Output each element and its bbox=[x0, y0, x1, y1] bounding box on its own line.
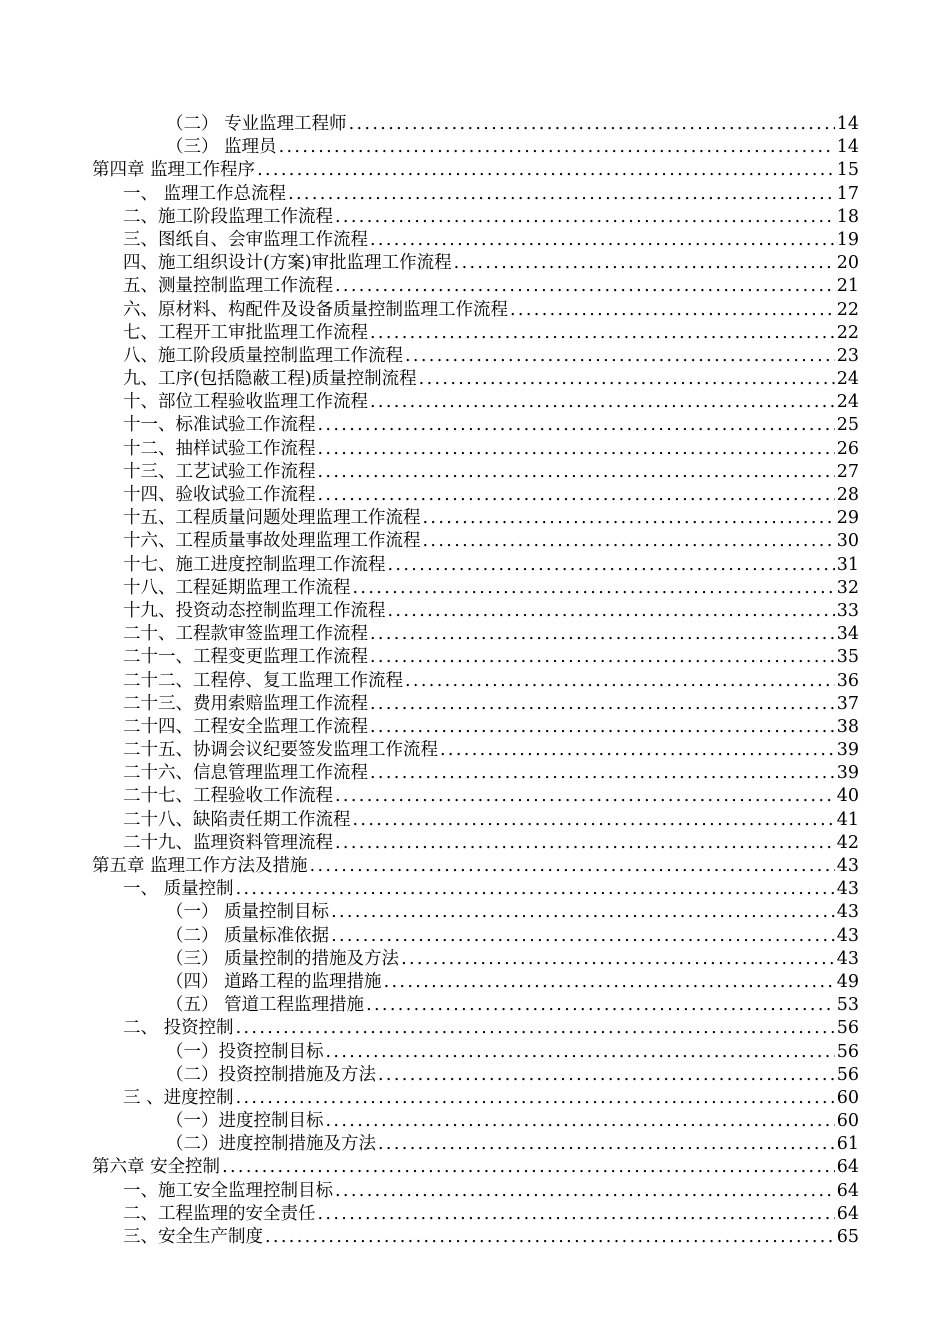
toc-dot-leader bbox=[318, 484, 835, 507]
toc-entry-page-number: 15 bbox=[836, 160, 859, 181]
toc-entry[interactable] bbox=[92, 670, 859, 693]
toc-entry[interactable] bbox=[92, 229, 859, 252]
toc-entry-page-number: 32 bbox=[836, 577, 859, 598]
toc-entry-page-number: 43 bbox=[836, 902, 859, 923]
toc-entry-title: 三、安全生产制度 bbox=[123, 1227, 263, 1247]
toc-dot-leader bbox=[378, 1133, 835, 1156]
toc-entry[interactable] bbox=[92, 136, 859, 159]
toc-entry[interactable] bbox=[92, 1064, 859, 1087]
toc-dot-leader bbox=[318, 461, 835, 484]
toc-entry-page-number: 28 bbox=[836, 485, 859, 505]
toc-entry-title: （五） 管道工程监理措施 bbox=[166, 995, 365, 1016]
toc-entry-page-number: 61 bbox=[836, 1134, 859, 1155]
toc-entry-title: 二十七、工程验收工作流程 bbox=[123, 786, 333, 807]
toc-entry-page-number: 24 bbox=[836, 369, 859, 390]
toc-entry-page-number: 26 bbox=[836, 438, 859, 459]
toc-entry[interactable] bbox=[92, 1110, 859, 1133]
toc-dot-leader bbox=[370, 693, 835, 716]
toc-entry-page-number: 18 bbox=[836, 206, 859, 227]
toc-dot-leader bbox=[510, 299, 835, 322]
toc-dot-leader bbox=[370, 762, 835, 785]
toc-entry[interactable] bbox=[92, 206, 859, 229]
toc-entry-page-number: 14 bbox=[836, 137, 859, 158]
toc-dot-leader bbox=[335, 275, 835, 298]
toc-entry[interactable] bbox=[92, 1133, 859, 1156]
toc-entry-title: 三、图纸自、会审监理工作流程 bbox=[123, 229, 368, 250]
toc-entry-title: 十九、投资动态控制监理工作流程 bbox=[123, 600, 386, 621]
toc-entry-title: 二、施工阶段监理工作流程 bbox=[123, 206, 333, 227]
toc-entry-title: 十四、验收试验工作流程 bbox=[123, 485, 316, 505]
toc-entry-page-number: 43 bbox=[836, 948, 859, 969]
toc-dot-leader bbox=[236, 878, 835, 901]
toc-entry-title: 二十一、工程变更监理工作流程 bbox=[123, 647, 368, 668]
toc-entry-page-number: 41 bbox=[836, 809, 859, 830]
toc-dot-leader bbox=[370, 229, 835, 252]
toc-entry-page-number: 40 bbox=[836, 786, 859, 807]
toc-entry-page-number: 39 bbox=[836, 763, 859, 784]
toc-entry-page-number: 49 bbox=[836, 971, 859, 992]
toc-dot-leader bbox=[236, 1017, 835, 1040]
toc-entry[interactable] bbox=[92, 785, 859, 808]
toc-entry[interactable] bbox=[92, 1017, 859, 1040]
toc-entry-page-number: 36 bbox=[836, 670, 859, 691]
toc-entry[interactable] bbox=[92, 484, 859, 507]
toc-entry[interactable] bbox=[92, 530, 859, 553]
toc-entry-title: （三） 监理员 bbox=[166, 137, 277, 158]
toc-entry-page-number: 33 bbox=[836, 600, 859, 621]
toc-dot-leader bbox=[423, 530, 835, 553]
toc-entry-title: 三 、进度控制 bbox=[123, 1087, 234, 1108]
toc-entry-title: 九、工序(包括隐蔽工程)质量控制流程 bbox=[123, 369, 417, 390]
toc-entry[interactable] bbox=[92, 577, 859, 600]
toc-dot-leader bbox=[353, 577, 835, 600]
toc-entry[interactable] bbox=[92, 414, 859, 437]
toc-entry[interactable] bbox=[92, 554, 859, 577]
toc-entry-title: 八、施工阶段质量控制监理工作流程 bbox=[123, 345, 403, 366]
toc-entry-title: 十一、标准试验工作流程 bbox=[123, 415, 316, 436]
toc-entry[interactable] bbox=[92, 159, 859, 182]
toc-entry[interactable] bbox=[92, 948, 859, 971]
toc-entry-title: （一）投资控制目标 bbox=[166, 1041, 324, 1062]
toc-entry[interactable] bbox=[92, 901, 859, 924]
toc-entry-page-number: 56 bbox=[836, 1041, 859, 1062]
toc-entry-page-number: 42 bbox=[836, 832, 859, 853]
toc-dot-leader bbox=[370, 716, 835, 739]
toc-entry-title: 一、施工安全监理控制目标 bbox=[123, 1180, 333, 1201]
toc-entry-page-number: 29 bbox=[836, 508, 859, 529]
toc-entry-page-number: 64 bbox=[836, 1203, 859, 1224]
toc-entry-title: 五、测量控制监理工作流程 bbox=[123, 276, 333, 297]
toc-dot-leader bbox=[335, 206, 835, 229]
toc-entry-title: 十七、施工进度控制监理工作流程 bbox=[123, 554, 386, 575]
toc-entry[interactable] bbox=[92, 832, 859, 855]
toc-dot-leader bbox=[423, 507, 835, 530]
toc-entry[interactable] bbox=[92, 438, 859, 461]
toc-entry-title: 二十四、工程安全监理工作流程 bbox=[123, 716, 368, 737]
toc-entry-title: 十三、工艺试验工作流程 bbox=[123, 461, 316, 482]
toc-dot-leader bbox=[318, 414, 835, 437]
toc-entry-page-number: 22 bbox=[836, 299, 859, 320]
toc-entry-title: 二十八、缺陷责任期工作流程 bbox=[123, 809, 351, 830]
toc-entry-title: （三） 质量控制的措施及方法 bbox=[166, 948, 400, 969]
toc-dot-leader bbox=[405, 345, 835, 368]
toc-dot-leader bbox=[401, 948, 835, 971]
toc-entry-page-number: 43 bbox=[836, 879, 859, 900]
toc-entry[interactable] bbox=[92, 1156, 859, 1179]
toc-entry-title: 第四章 监理工作程序 bbox=[92, 160, 256, 181]
toc-entry[interactable] bbox=[92, 878, 859, 901]
toc-entry[interactable] bbox=[92, 183, 859, 206]
toc-entry-page-number: 37 bbox=[836, 693, 859, 714]
toc-entry-title: 十、部位工程验收监理工作流程 bbox=[123, 392, 368, 413]
toc-entry[interactable] bbox=[92, 994, 859, 1017]
toc-entry[interactable] bbox=[92, 1203, 859, 1226]
toc-entry-page-number: 24 bbox=[836, 392, 859, 413]
toc-entry-title: 二十六、信息管理监理工作流程 bbox=[123, 763, 368, 784]
toc-entry-title: 二十二、工程停、复工监理工作流程 bbox=[123, 670, 403, 691]
toc-entry-title: 二十三、费用索赔监理工作流程 bbox=[123, 693, 368, 714]
toc-dot-leader bbox=[388, 554, 835, 577]
toc-entry[interactable] bbox=[92, 646, 859, 669]
toc-dot-leader bbox=[370, 322, 835, 345]
toc-entry[interactable] bbox=[92, 461, 859, 484]
toc-dot-leader bbox=[265, 1226, 835, 1249]
toc-entry-page-number: 25 bbox=[836, 415, 859, 436]
toc-dot-leader bbox=[378, 1064, 835, 1087]
toc-entry-title: 第六章 安全控制 bbox=[92, 1157, 221, 1178]
toc-entry-title: 十六、工程质量事故处理监理工作流程 bbox=[123, 531, 421, 552]
toc-entry[interactable] bbox=[92, 762, 859, 785]
toc-entry-page-number: 31 bbox=[836, 554, 859, 575]
toc-dot-leader bbox=[335, 832, 835, 855]
toc-entry-title: （二）投资控制措施及方法 bbox=[166, 1064, 376, 1085]
toc-entry-title: 二十五、协调会议纪要签发监理工作流程 bbox=[123, 740, 438, 761]
toc-entry-title: 二、工程监理的安全责任 bbox=[123, 1203, 316, 1224]
toc-entry[interactable] bbox=[92, 623, 859, 646]
toc-entry-title: 第五章 监理工作方法及措施 bbox=[92, 856, 308, 876]
toc-entry-title: 二十、工程款审签监理工作流程 bbox=[123, 624, 368, 645]
toc-entry[interactable] bbox=[92, 1226, 859, 1249]
toc-dot-leader bbox=[349, 113, 835, 136]
toc-dot-leader bbox=[335, 785, 835, 808]
toc-entry-page-number: 43 bbox=[836, 925, 859, 946]
toc-entry-page-number: 14 bbox=[836, 114, 859, 134]
toc-entry[interactable] bbox=[92, 925, 859, 948]
toc-entry-page-number: 21 bbox=[836, 276, 859, 297]
toc-dot-leader bbox=[326, 1110, 835, 1133]
toc-dot-leader bbox=[388, 600, 835, 623]
toc-dot-leader bbox=[370, 623, 835, 646]
toc-entry[interactable] bbox=[92, 1087, 859, 1110]
toc-entry-title: （四） 道路工程的监理措施 bbox=[166, 971, 382, 992]
toc-entry[interactable] bbox=[92, 600, 859, 623]
toc-entry[interactable] bbox=[92, 1180, 859, 1203]
toc-dot-leader bbox=[440, 739, 835, 762]
toc-entry-page-number: 30 bbox=[836, 531, 859, 552]
toc-entry[interactable] bbox=[92, 368, 859, 391]
toc-entry-page-number: 20 bbox=[836, 253, 859, 274]
toc-dot-leader bbox=[257, 159, 835, 182]
toc-entry-title: （一）进度控制目标 bbox=[166, 1111, 324, 1132]
toc-dot-leader bbox=[370, 646, 835, 669]
toc-entry-page-number: 35 bbox=[836, 647, 859, 668]
toc-dot-leader bbox=[288, 183, 835, 206]
toc-entry-page-number: 17 bbox=[836, 183, 859, 204]
toc-entry[interactable] bbox=[92, 252, 859, 275]
toc-entry-page-number: 27 bbox=[836, 461, 859, 482]
toc-entry-page-number: 56 bbox=[836, 1064, 859, 1085]
toc-entry-title: 十五、工程质量问题处理监理工作流程 bbox=[123, 508, 421, 529]
toc-entry[interactable] bbox=[92, 322, 859, 345]
toc-entry-page-number: 43 bbox=[836, 856, 859, 876]
toc-entry-title: 四、施工组织设计(方案)审批监理工作流程 bbox=[123, 253, 452, 274]
toc-dot-leader bbox=[222, 1156, 835, 1179]
toc-entry-title: 二、 投资控制 bbox=[123, 1018, 234, 1039]
toc-dot-leader bbox=[331, 925, 835, 948]
toc-entry-title: 七、工程开工审批监理工作流程 bbox=[123, 322, 368, 343]
toc-entry-page-number: 22 bbox=[836, 322, 859, 343]
toc-dot-leader bbox=[419, 368, 835, 391]
toc-entry-title: 六、原材料、构配件及设备质量控制监理工作流程 bbox=[123, 299, 508, 320]
toc-entry-title: （一） 质量控制目标 bbox=[166, 902, 330, 923]
toc-dot-leader bbox=[310, 855, 835, 878]
toc-entry[interactable] bbox=[92, 113, 859, 136]
toc-entry-page-number: 23 bbox=[836, 345, 859, 366]
toc-entry-page-number: 64 bbox=[836, 1157, 859, 1178]
toc-entry-title: （二）进度控制措施及方法 bbox=[166, 1134, 376, 1155]
toc-dot-leader bbox=[318, 1203, 835, 1226]
toc-dot-leader bbox=[384, 971, 835, 994]
toc-dot-leader bbox=[236, 1087, 835, 1110]
toc-entry[interactable] bbox=[92, 299, 859, 322]
toc-entry[interactable] bbox=[92, 275, 859, 298]
table-of-contents bbox=[92, 113, 859, 1249]
toc-entry[interactable] bbox=[92, 971, 859, 994]
toc-entry-page-number: 60 bbox=[836, 1087, 859, 1108]
toc-dot-leader bbox=[405, 670, 835, 693]
toc-entry-title: 二十九、监理资料管理流程 bbox=[123, 832, 333, 853]
toc-entry-page-number: 39 bbox=[836, 740, 859, 761]
toc-entry-page-number: 60 bbox=[836, 1111, 859, 1132]
toc-dot-leader bbox=[326, 1041, 835, 1064]
toc-entry-title: 一、 质量控制 bbox=[123, 879, 234, 900]
toc-entry-title: （二） 质量标准依据 bbox=[166, 925, 330, 946]
toc-dot-leader bbox=[279, 136, 835, 159]
toc-entry-page-number: 65 bbox=[836, 1227, 859, 1247]
toc-entry[interactable] bbox=[92, 716, 859, 739]
toc-entry-title: 十二、抽样试验工作流程 bbox=[123, 438, 316, 459]
toc-dot-leader bbox=[331, 901, 835, 924]
toc-dot-leader bbox=[318, 438, 835, 461]
toc-dot-leader bbox=[366, 994, 835, 1017]
toc-entry[interactable] bbox=[92, 1041, 859, 1064]
toc-dot-leader bbox=[335, 1180, 835, 1203]
toc-entry-page-number: 64 bbox=[836, 1180, 859, 1201]
toc-entry[interactable] bbox=[92, 345, 859, 368]
toc-entry-title: （二） 专业监理工程师 bbox=[166, 114, 347, 134]
toc-entry[interactable] bbox=[92, 809, 859, 832]
toc-entry-page-number: 56 bbox=[836, 1018, 859, 1039]
toc-entry[interactable] bbox=[92, 693, 859, 716]
toc-entry-title: 十八、工程延期监理工作流程 bbox=[123, 577, 351, 598]
toc-entry-title: 一、 监理工作总流程 bbox=[123, 183, 287, 204]
toc-dot-leader bbox=[370, 391, 835, 414]
toc-entry-page-number: 38 bbox=[836, 716, 859, 737]
toc-entry[interactable] bbox=[92, 391, 859, 414]
toc-entry[interactable] bbox=[92, 855, 859, 878]
toc-entry-page-number: 19 bbox=[836, 229, 859, 250]
toc-entry[interactable] bbox=[92, 739, 859, 762]
toc-entry-page-number: 53 bbox=[836, 995, 859, 1016]
toc-entry[interactable] bbox=[92, 507, 859, 530]
toc-dot-leader bbox=[353, 809, 835, 832]
toc-dot-leader bbox=[454, 252, 835, 275]
toc-entry-page-number: 34 bbox=[836, 624, 859, 645]
